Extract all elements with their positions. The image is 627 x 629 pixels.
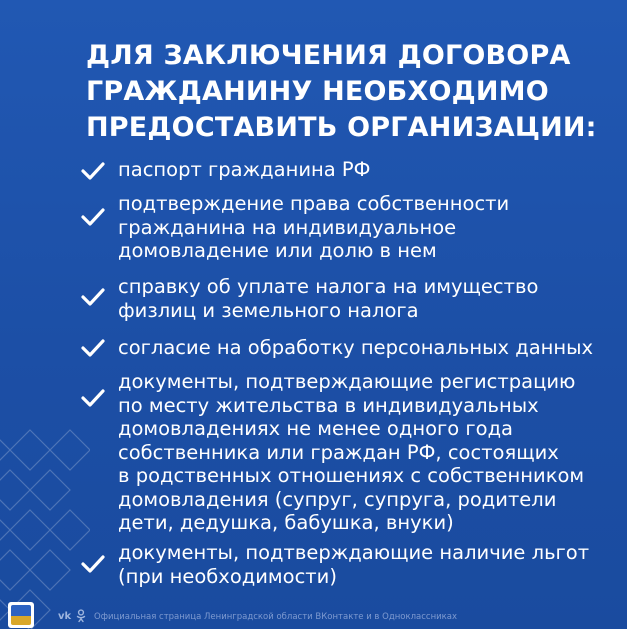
item-text: согласие на обработку персональных данных: [118, 336, 594, 359]
crest-shield: [11, 605, 31, 625]
item-text: паспорт гражданина РФ: [118, 158, 371, 181]
odnoklassniki-icon[interactable]: [76, 609, 86, 623]
page-title: [86, 38, 606, 146]
title-line: ПРЕДОСТАВИТЬ ОРГАНИЗАЦИИ:: [86, 112, 597, 143]
check-icon: [80, 286, 106, 308]
item-text: документы, подтверждающие наличие льгот (при необходимости): [118, 541, 590, 588]
check-icon: [80, 206, 106, 228]
check-icon: [80, 337, 106, 359]
ornament-pattern: [0, 420, 90, 629]
footer: [0, 600, 627, 629]
item-text: подтверждение права собственности гражданина на индивидуальное домовладение или долю в нем: [118, 192, 510, 262]
footer-text: Официальная страница Ленинградской области ВКонтакте и в Одноклассниках: [94, 612, 458, 622]
vk-icon[interactable]: vk: [58, 611, 72, 622]
title-line: ГРАЖДАНИНУ НЕОБХОДИМО: [86, 76, 549, 107]
item-text: справку об уплате налога на имущество физлиц и земельного налога: [118, 275, 539, 322]
check-icon: [80, 160, 106, 182]
check-icon: [80, 387, 106, 409]
check-icon: [80, 553, 106, 575]
item-text: документы, подтверждающие регистрацию по месту жительства в индивидуальных домовладениях не менее одного года собственника или граждан РФ, состоящих в родственных отношениях с собственником домовладения (супруг, супруга, родители дети, дедушка, бабушка, внуки): [118, 370, 585, 534]
title-line: ДЛЯ ЗАКЛЮЧЕНИЯ ДОГОВОРА: [86, 40, 571, 71]
leningrad-oblast-crest-icon: [8, 602, 34, 628]
